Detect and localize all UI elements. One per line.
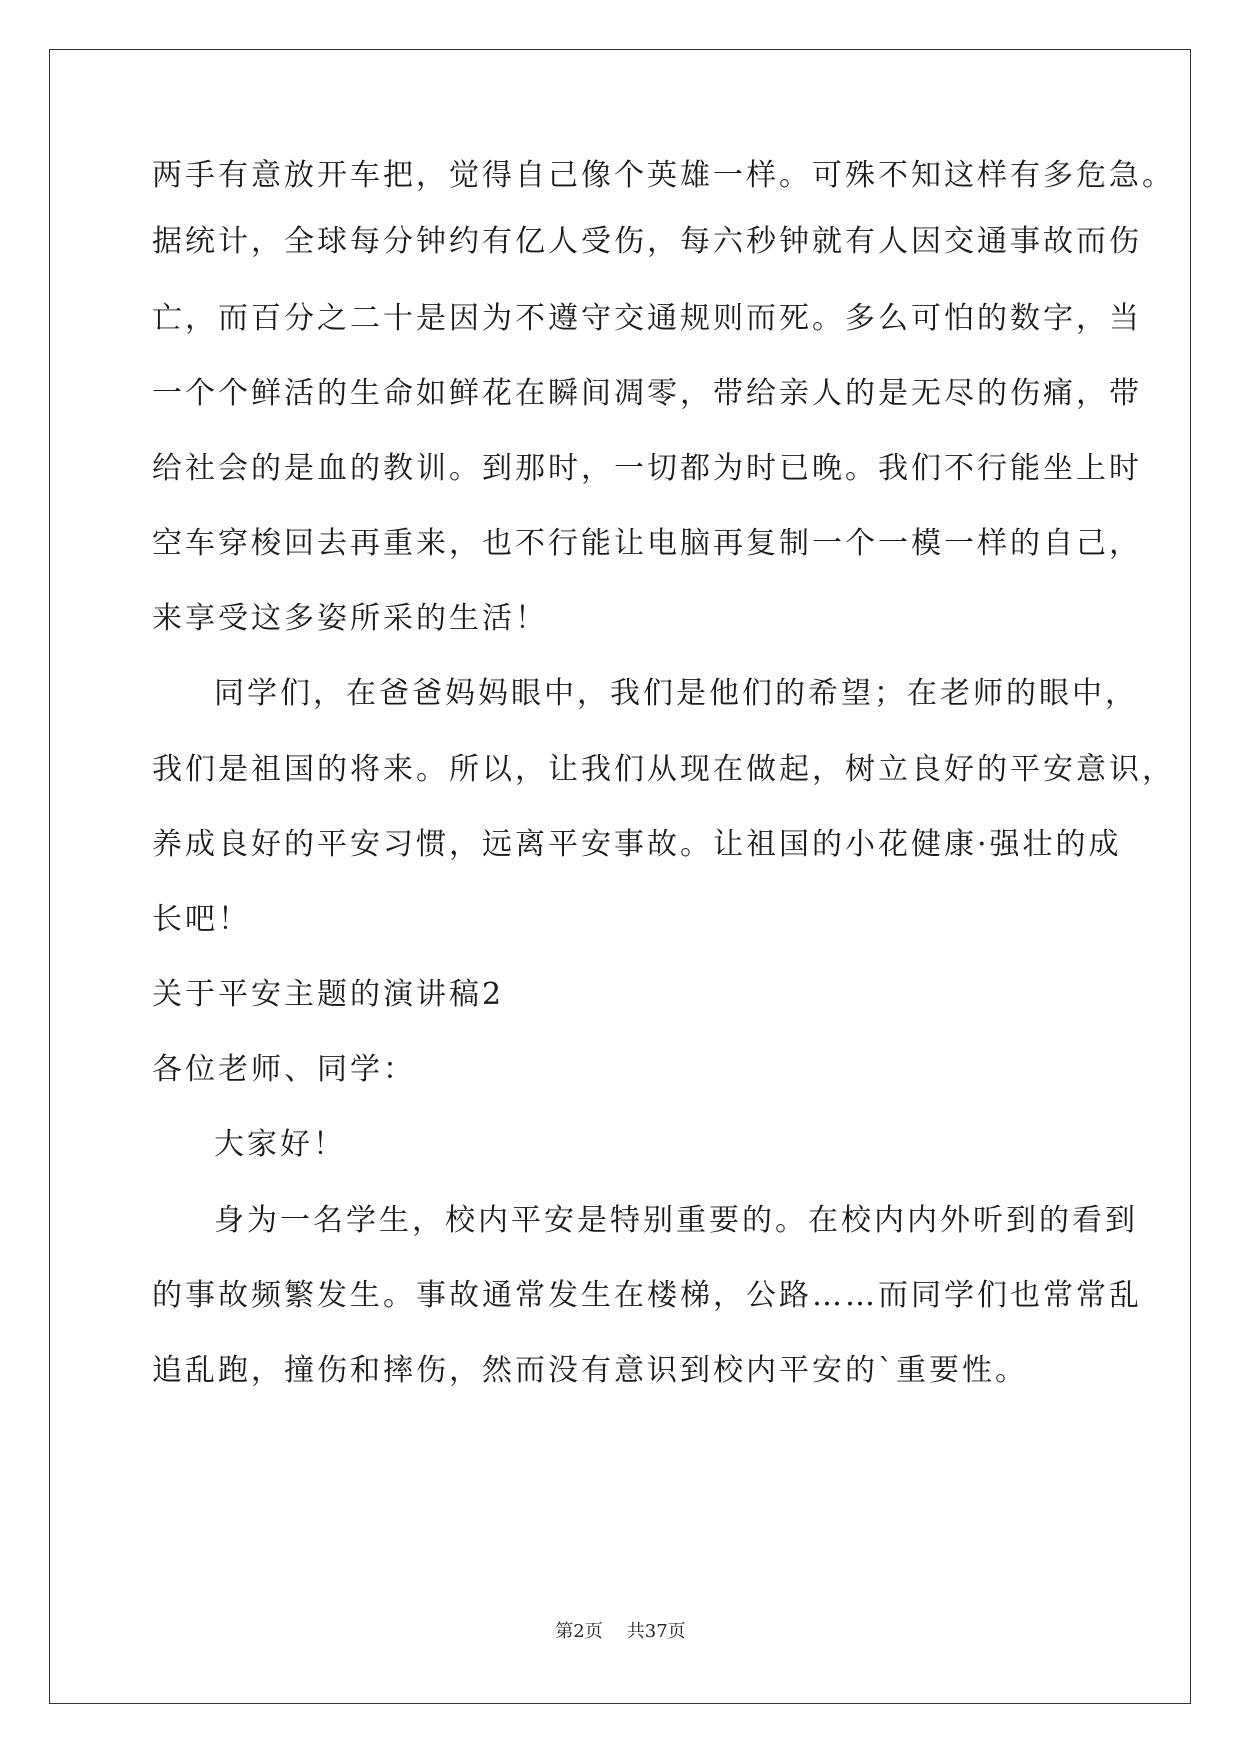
paragraph-line: 的事故频繁发生。事故通常发生在楼梯，公路……而同学们也常常乱: [152, 1278, 1142, 1313]
section-title: 关于平安主题的演讲稿2: [152, 977, 505, 1012]
paragraph-line: 长吧！: [152, 902, 251, 937]
paragraph-line: 给社会的是血的教训。到那时，一切都为时已晚。我们不行能坐上时: [152, 451, 1142, 486]
paragraph-line: 同学们，在爸爸妈妈眼中，我们是他们的希望；在老师的眼中，: [214, 676, 1138, 711]
paragraph-line: 身为一名学生，校内平安是特别重要的。在校内内外听到的看到: [214, 1203, 1138, 1238]
paragraph-line: 空车穿梭回去再重来，也不行能让电脑再复制一个一模一样的自己，: [152, 526, 1142, 561]
paragraph-line: 两手有意放开车把，觉得自己像个英雄一样。可殊不知这样有多危急。: [152, 158, 1175, 193]
paragraph-line: 追乱跑，撞伤和摔伤，然而没有意识到校内平安的`重要性。: [152, 1353, 1028, 1388]
paragraph-line: 据统计，全球每分钟约有亿人受伤，每六秒钟就有人因交通事故而伤: [152, 224, 1142, 259]
paragraph-line: 我们是祖国的将来。所以，让我们从现在做起，树立良好的平安意识，: [152, 752, 1175, 787]
greeting: 大家好！: [214, 1127, 346, 1162]
page-footer: [0, 1620, 1241, 1644]
page-number: 第2页: [555, 1621, 603, 1642]
salutation: 各位老师、同学：: [152, 1052, 416, 1087]
page-border: [49, 49, 1191, 1704]
paragraph-line: 亡，而百分之二十是因为不遵守交通规则而死。多么可怕的数字，当: [152, 301, 1142, 336]
paragraph-line: 来享受这多姿所采的生活！: [152, 601, 548, 636]
paragraph-line: 养成良好的平安习惯，远离平安事故。让祖国的小花健康·强壮的成: [152, 827, 1122, 862]
paragraph-line: 一个个鲜活的生命如鲜花在瞬间凋零，带给亲人的是无尽的伤痛，带: [152, 376, 1142, 411]
page-total: 共37页: [626, 1621, 686, 1642]
